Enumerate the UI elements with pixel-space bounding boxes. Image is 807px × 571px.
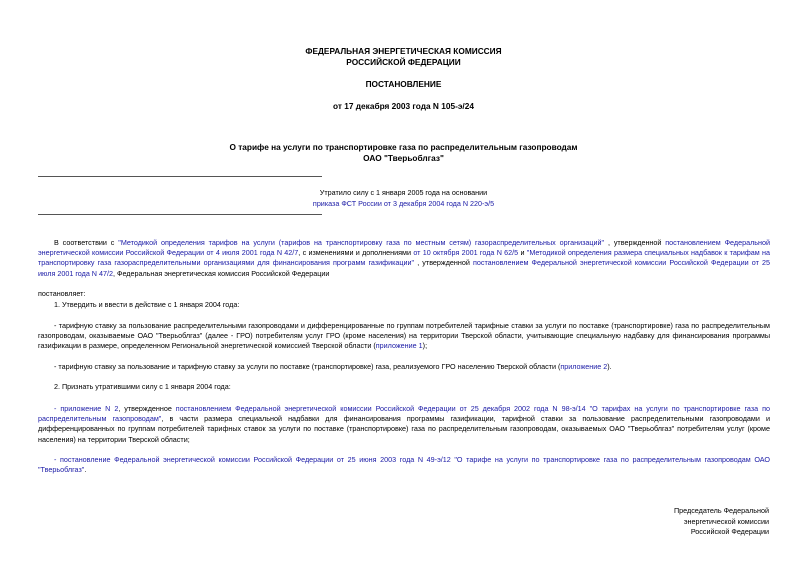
item-1b-paragraph [38, 362, 770, 372]
org-name-line2: РОССИЙСКОЙ ФЕДЕРАЦИИ [346, 57, 461, 67]
methodology-link[interactable]: "Методикой определения тарифов на услуги (тарифов на транспортировку газа по местным сетям) газораспределительных организаций" [118, 238, 605, 247]
divider-top [38, 176, 322, 177]
item-2a-text: , утвержденное [118, 404, 176, 413]
preamble-text: , Федеральная энергетическая комиссия Российской Федерации [112, 268, 330, 278]
document-type: ПОСТАНОВЛЕНИЕ [365, 79, 442, 89]
item-1a-text: ); [422, 341, 428, 351]
preamble-paragraph [38, 238, 770, 279]
signature-block [674, 506, 769, 538]
signature-line2: энергетической комиссии [683, 516, 769, 526]
fek-resolution-47-2-link[interactable]: постановлением Федеральной энергетической комиссии Российской Федерации от 25 июля 2001 года N 47/2 [38, 258, 770, 278]
fek-resolution-49-12-link[interactable]: - постановление Федеральной энергетической комиссии Российской Федерации от 25 июня 2003 года N 49-э/12 "О тарифе на услуги по транспортировке газа по распределительным газопроводам ОАО "Тверьоблгаз" [38, 455, 770, 475]
document-title-line2: ОАО "Тверьоблгаз" [363, 153, 444, 163]
item-1a-paragraph [38, 321, 770, 352]
fek-resolution-42-7-link[interactable]: постановлением Федеральной энергетической комиссии Российской Федерации от 4 июля 2001 года N 42/7 [38, 238, 770, 258]
repeal-order-link[interactable]: приказа ФСТ России от 3 декабря 2004 года N 220-э/5 [312, 199, 495, 208]
item-1b-text: - тарифную ставку за пользование и тарифную ставку за услуги по поставке (транспортировке) газа, реализуемого ГРО населению Тверской области ( [54, 362, 561, 371]
item-1b-text: ). [607, 362, 612, 371]
document-title-line1: О тарифе на услуги по транспортировке газа по распределительным газопроводам [229, 142, 578, 152]
item-1: 1. Утвердить и ввести в действие с 1 января 2004 года: [54, 300, 240, 309]
item-2: 2. Признать утратившими силу с 1 января 2004 года: [54, 382, 231, 391]
preamble-text: В соответствии с [54, 238, 119, 247]
item-2b-text: . [84, 465, 87, 475]
appendix-2-link[interactable]: приложение 2 [560, 362, 608, 371]
fek-resolution-98-14-link[interactable]: постановлением Федеральной энергетической комиссии Российской Федерации от 25 декабря 2002 года N 98-э/14 "О тарифах на услуги по транспортировке газа по распределительным газопроводам" [38, 404, 770, 424]
document-date-number: от 17 декабря 2003 года N 105-э/24 [333, 101, 474, 111]
appendix-n2-link[interactable]: - приложение N 2 [54, 404, 119, 413]
appendix-1-link[interactable]: приложение 1 [375, 341, 423, 351]
preamble-text: и [518, 248, 527, 258]
org-name-line1: ФЕДЕРАЛЬНАЯ ЭНЕРГЕТИЧЕСКАЯ КОМИССИЯ [305, 46, 502, 56]
item-2a-text: , в части размера специальной надбавки для финансирования программы газификации, тарифной ставки за пользование распределительными газопроводами и дифференцированных по группам потребителей тарифных ставок за услуги по поставке (транспортировке) газа по распределительным газопроводам, оказываемых ОАО "Тверьоблгаз" потребителям услуг (кроме населения) на территории Тверской области; [38, 414, 770, 444]
item-1a-text: - тарифную ставку за пользование распределительными газопроводами и дифференцированные по группам потребителей тарифные ставки за услуги по поставке (транспортировке) газа по распределительным газопроводам, оказываемые ОАО "Тверьоблгаз" (далее - ГРО) потребителям услуг ГРО (кроме населения) на территории Тверской области, учитывающие специальную надбавку для финансирования программы газификации в размере, определенном Региональной энергетической комиссией Тверской области ( [38, 321, 770, 351]
amendment-62-5-link[interactable]: от 10 октября 2001 года N 62/5 [413, 248, 519, 258]
status-note: Утратило силу с 1 января 2005 года на основании [319, 188, 488, 197]
surcharge-methodology-link[interactable]: "Методикой определения размера специальных надбавок к тарифам на транспортировку газа газораспределительными организациями для финансирования программ газификации" [38, 248, 770, 268]
preamble-text: , с изменениями и дополнениями [298, 248, 414, 258]
item-2b-paragraph [38, 455, 770, 475]
item-2a-paragraph [38, 404, 770, 445]
resolves-label: постановляет: [38, 289, 86, 298]
signature-line1: Председатель Федеральной [674, 506, 769, 515]
preamble-text: , утвержденной [414, 258, 473, 268]
signature-line3: Российской Федерации [690, 527, 769, 536]
divider-bottom [38, 214, 322, 215]
preamble-text: , утвержденной [604, 238, 666, 247]
